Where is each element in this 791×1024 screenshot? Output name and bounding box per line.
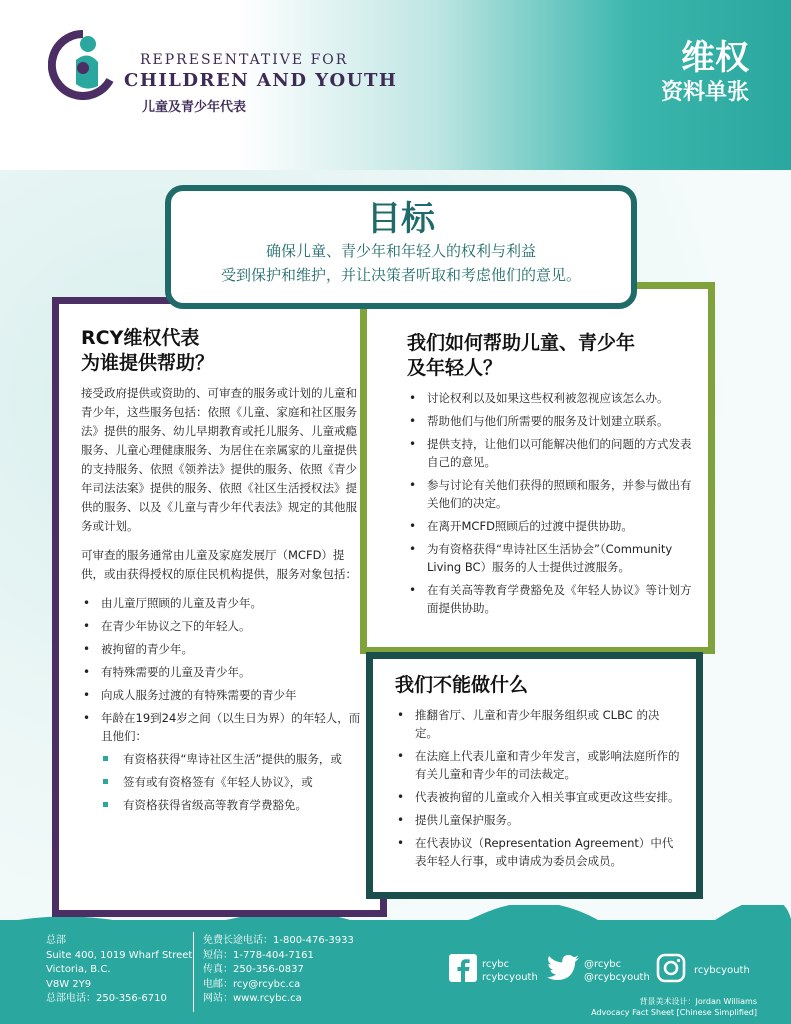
org-name-chinese: 儿童及青少年代表: [142, 100, 247, 115]
hq-phone: 总部电话：250-356-6710: [46, 993, 167, 1004]
bullet-icon: •: [409, 414, 417, 428]
list-item: • 在法庭上代表儿童和青少年发言，或影响法庭所作的有关儿童和青少年的司法裁定。: [397, 749, 680, 781]
bullet-icon: •: [409, 391, 417, 405]
footer-divider: [193, 932, 194, 1012]
bullet-icon: •: [397, 749, 405, 763]
bullet-icon: •: [409, 437, 417, 451]
list-item: • 向成人服务过渡的有特殊需要的青少年: [83, 688, 297, 702]
list-item: • 在有关高等教育学费豁免及《年轻人协议》等计划方面提供协助。: [409, 583, 692, 615]
list-item: • 参与讨论有关他们获得的照顾和服务，并参与做出有关他们的决定。: [409, 478, 692, 510]
instagram-icon: [656, 953, 686, 983]
how-we-help-list: [407, 389, 692, 617]
goal-line2: 受到保护和维护，并让决策者听取和考虑他们的意见。: [220, 266, 581, 284]
hq-label: 总部: [46, 935, 66, 946]
cannot-do-list: [395, 706, 682, 870]
credit-artist: 背景美术设计：Jordan Williams: [639, 997, 757, 1006]
goal-line1: 确保儿童、青少年和年轻人的权利与利益: [265, 242, 536, 260]
list-item: • 有特殊需要的儿童及青少年。: [83, 665, 251, 679]
tollfree-phone: 免费长途电话：1-800-476-3933: [203, 935, 354, 946]
bullet-icon: •: [83, 619, 91, 633]
goal-heading: 目标: [367, 199, 435, 239]
list-item: 签有或有资格签有《年轻人协议》，或: [99, 773, 362, 791]
document-title: [661, 38, 749, 108]
bullet-icon: •: [83, 688, 91, 702]
list-item: • 提供支持，让他们以可能解决他们的问题的方式发表自己的意见。: [409, 437, 692, 469]
heading-line1: 我们如何帮助儿童、青少年: [407, 332, 636, 354]
bullet-icon: •: [397, 836, 405, 850]
service-recipients-list: [81, 594, 362, 745]
list-item: • 在离开MCFD照顾后的过渡中提供协助。: [409, 519, 633, 533]
bullet-icon: •: [83, 642, 91, 656]
what-we-cannot-do-heading: 我们不能做什么: [395, 674, 529, 696]
bullet-icon: •: [409, 478, 417, 492]
heading-line2: 及年轻人？: [407, 357, 503, 379]
list-item: • 推翻省厅、儿童和青少年服务组织或 CLBC 的决定。: [397, 708, 660, 740]
title-line2: 资料单张: [660, 80, 749, 105]
footer-contacts: [203, 934, 354, 1007]
what-we-cannot-do-panel: [366, 652, 703, 899]
list-item: • 讨论权利以及如果这些权利被忽视应该怎么办。: [409, 391, 669, 405]
list-item: • 为有资格获得“卑诗社区生活协会”（Community Living BC）服务的人士提供过渡服务。: [409, 542, 673, 574]
bullet-icon: •: [83, 596, 91, 610]
credit-document: Advocacy Fact Sheet [Chinese Simplified]: [591, 1008, 757, 1017]
bullet-icon: •: [409, 583, 417, 597]
bullet-icon: •: [83, 665, 91, 679]
list-item: • 年龄在19到24岁之间（以生日为界）的年轻人，而且他们：: [83, 711, 361, 743]
list-item: • 帮助他们与他们所需要的服务及计划建立联系。: [409, 414, 669, 428]
twitter-icon: [546, 953, 580, 983]
reviewable-services-paragraph: 可审查的服务通常由儿童及家庭发展厅（MCFD）提供，或由获得授权的原住民机构提供，服务对象包括：: [81, 548, 357, 581]
square-bullet-icon: [103, 756, 108, 761]
address-line1: Suite 400, 1019 Wharf Street: [46, 949, 193, 961]
bullet-icon: •: [397, 708, 405, 722]
list-item: 有资格获得省级高等教育学费豁免。: [99, 796, 362, 814]
footer-credit: [591, 996, 757, 1018]
bullet-icon: •: [409, 542, 417, 556]
bullet-icon: •: [397, 813, 405, 827]
list-item: • 在青少年协议之下的年轻人。: [83, 619, 251, 633]
heading-line1: RCY维权代表: [81, 327, 200, 349]
young-adult-conditions-list: [99, 750, 362, 814]
square-bullet-icon: [103, 802, 108, 807]
bullet-icon: •: [397, 790, 405, 804]
bullet-icon: •: [83, 711, 91, 725]
how-we-help-panel: [360, 282, 715, 654]
facebook-icon: [448, 953, 478, 983]
title-line1: 维权: [681, 38, 749, 78]
twitter-handle2: @rcybcyouth: [584, 972, 650, 983]
list-item: 有资格获得“卑诗社区生活”提供的服务，或: [99, 750, 362, 768]
footer-address: [46, 934, 192, 1007]
facebook-handle1: rcybc: [482, 959, 510, 970]
who-we-help-panel: [52, 297, 387, 917]
goal-box: [165, 185, 637, 309]
heading-line2: 为谁提供帮助？: [81, 352, 215, 374]
list-item: • 被拘留的青少年。: [83, 642, 193, 656]
list-item: • 代表被拘留的儿童或介入相关事宜或更改这些安排。: [397, 790, 680, 804]
address-line2: Victoria, B.C.: [46, 964, 111, 975]
square-bullet-icon: [103, 779, 108, 784]
email-link[interactable]: 电邮：rcy@rcybc.ca: [203, 978, 301, 990]
list-item: • 在代表协议（Representation Agreement）中代表年轻人行事，或申请成为委员会成员。: [397, 836, 674, 868]
list-item: • 提供儿童保护服务。: [397, 813, 519, 827]
website-link[interactable]: 网站：www.rcybc.ca: [203, 993, 302, 1004]
twitter-handle1: @rcybc: [584, 959, 622, 970]
who-we-help-heading: [81, 326, 362, 376]
postal-code: V8W 2Y9: [46, 978, 92, 990]
how-we-help-heading: [407, 331, 692, 381]
instagram-handle: rcybcyouth: [694, 965, 750, 976]
list-item: • 由儿童厅照顾的儿童及青少年。: [83, 596, 262, 610]
sms-number: 短信：1-778-404-7161: [203, 949, 314, 961]
org-name-line2: CHILDREN AND YOUTH: [124, 70, 398, 91]
eligibility-paragraph: 接受政府提供或资助的、可审查的服务或计划的儿童和青少年，这些服务包括：依照《儿童、家庭和社区服务法》提供的服务、幼儿早期教育或托儿服务、儿童戒瘾服务、儿童心理健康服务、为居住在亲属家的儿童提供的支持服务、依照《领养法》提供的服务、依照《青少年司法法案》提供的服务、依照《社区生活授权法》提供的服务、以及《儿童与青少年代表法》规定的其他服务或计划。: [81, 386, 357, 533]
bullet-icon: •: [409, 519, 417, 533]
org-name-line1: REPRESENTATIVE FOR: [140, 52, 349, 68]
rcy-logo-icon: [48, 30, 118, 100]
fax-number: 传真：250-356-0837: [203, 964, 304, 975]
facebook-handle2: rcybcyouth: [482, 972, 538, 983]
